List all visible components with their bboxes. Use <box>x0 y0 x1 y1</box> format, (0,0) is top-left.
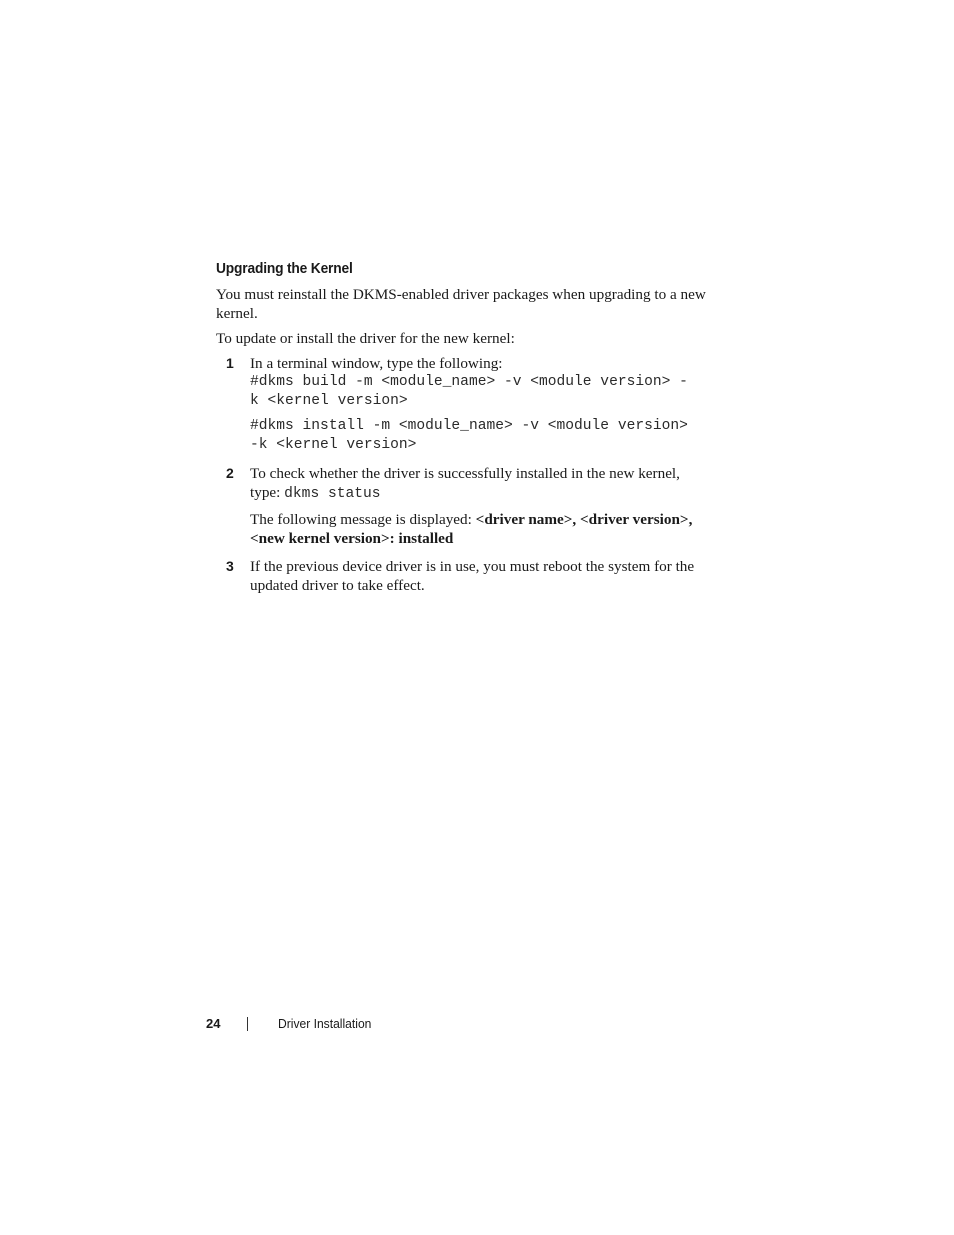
page-number: 24 <box>206 1016 221 1031</box>
step-text: In a terminal window, type the following: <box>250 355 503 372</box>
intro-paragraph: You must reinstall the DKMS-enabled driver packages when upgrading to a new kernel. <box>216 286 706 322</box>
step-3 <box>216 557 726 595</box>
dkms-install-command <box>250 417 726 455</box>
message-prefix: The following message is displayed: <box>250 511 472 528</box>
step-text-line: To check whether the driver is successfully installed in the new kernel, <box>250 465 680 482</box>
step-number: 3 <box>226 558 234 574</box>
dkms-status-command: dkms status <box>284 486 381 502</box>
code-line: #dkms install -m <module_name> -v <module version> <box>250 418 688 434</box>
lead-paragraph: To update or install the driver for the new kernel: <box>216 330 515 347</box>
page-footer <box>206 1015 506 1033</box>
type-label: type: <box>250 484 281 501</box>
message-bold: <new kernel version>: installed <box>250 530 454 547</box>
page-content <box>216 259 726 604</box>
step-text <box>250 464 726 504</box>
message-line <box>250 510 726 529</box>
footer-divider <box>247 1017 248 1031</box>
steps-list <box>216 354 726 595</box>
step-2 <box>216 464 726 548</box>
step-text-line <box>250 483 726 504</box>
dkms-build-command <box>250 373 726 411</box>
section-heading: Upgrading the Kernel <box>216 260 353 277</box>
step-number: 1 <box>226 355 234 371</box>
step-text: If the previous device driver is in use, you must reboot the system for the updated driver to take effect. <box>250 558 695 594</box>
code-line: k <kernel version> <box>250 393 408 409</box>
code-line: #dkms build -m <module_name> -v <module version> - <box>250 374 688 390</box>
chapter-title: Driver Installation <box>278 1016 372 1031</box>
step-1 <box>216 354 726 455</box>
code-line: -k <kernel version> <box>250 437 417 453</box>
step-number: 2 <box>226 465 234 481</box>
message-bold: <driver name>, <driver version>, <box>475 511 693 528</box>
status-message <box>250 510 726 548</box>
